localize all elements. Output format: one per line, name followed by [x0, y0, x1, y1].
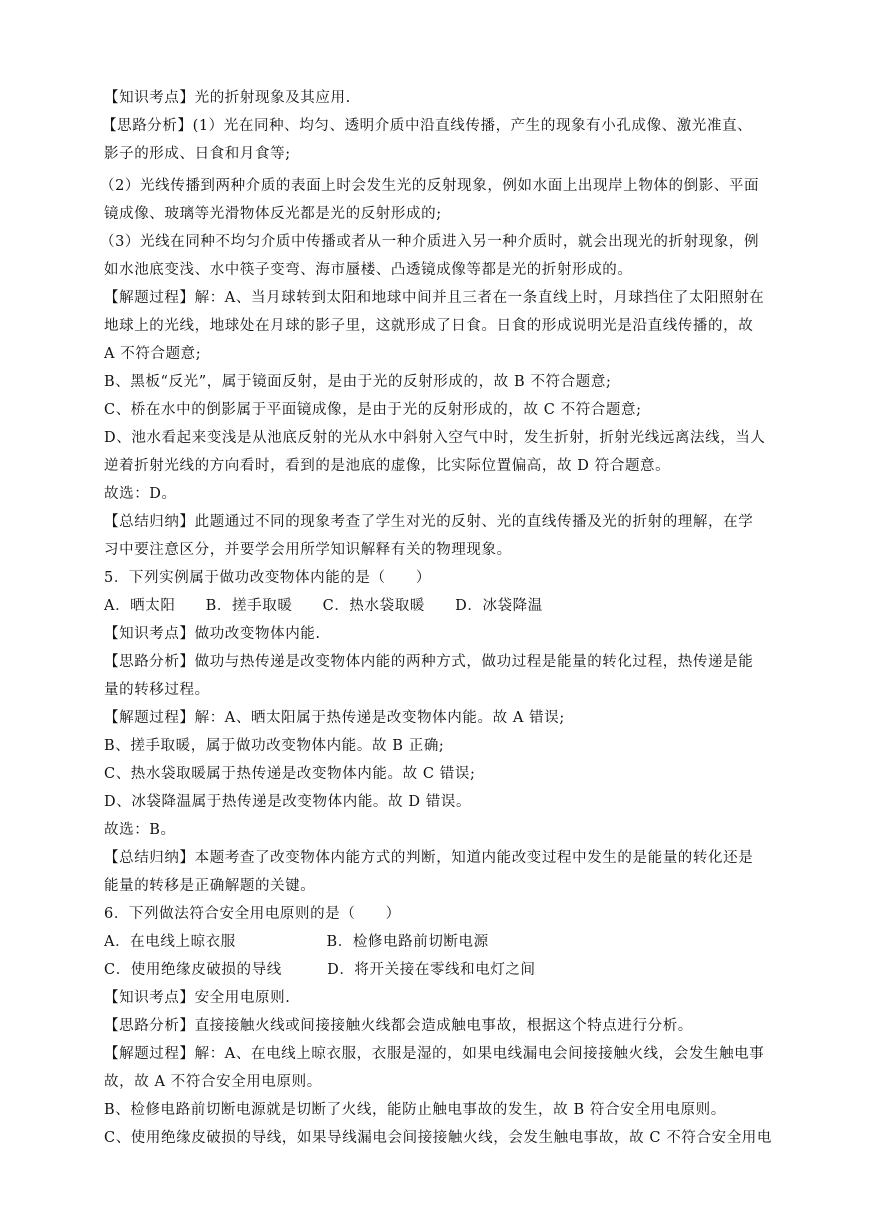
text-line: 【知识考点】安全用电原则. [104, 990, 291, 1006]
text-line: 能量的转移是正确解题的关键。 [104, 878, 316, 894]
text-line: 【思路分析】直接接触火线或间接接触火线都会造成触电事故，根据这个特点进行分析。 [104, 1018, 693, 1034]
question-6-stem: 6．下列做法符合安全用电原则的是（ ） [104, 906, 401, 922]
text-line: A 不符合题意; [104, 346, 202, 362]
text-line: 故，故 A 不符合安全用电原则。 [104, 1074, 322, 1090]
text-line: （3）光线在同种不均匀介质中传播或者从一种介质进入另一种介质时，就会出现光的折射现象，例 [100, 234, 760, 250]
text-line: 影子的形成、日食和月食等; [104, 146, 291, 162]
text-line: B、黑板“反光”，属于镜面反射，是由于光的反射形成的，故 B 不符合题意; [104, 374, 612, 390]
text-line: 故选：B。 [104, 822, 176, 838]
text-line: D、冰袋降温属于热传递是改变物体内能。故 D 错误。 [104, 794, 472, 810]
text-line: 【解题过程】解：A、晒太阳属于热传递是改变物体内能。故 A 错误; [104, 710, 565, 726]
text-line: B、搓手取暖，属于做功改变物体内能。故 B 正确; [104, 738, 445, 754]
text-line: 【解题过程】解：A、在电线上晾衣服，衣服是湿的，如果电线漏电会间接接触火线，会发生触电事 [104, 1046, 765, 1062]
text-line: D、池水看起来变浅是从池底反射的光从水中斜射入空气中时，发生折射，折射光线远离法线，当人 [104, 430, 766, 446]
question-6-options-ab: A．在电线上晾衣服 B．检修电路前切断电源 [104, 934, 489, 950]
text-line: 地球上的光线，地球处在月球的影子里，这就形成了日食。日食的形成说明光是沿直线传播的，故 [104, 318, 754, 334]
question-5-stem: 5．下列实例属于做功改变物体内能的是（ ） [104, 570, 431, 586]
question-6-options-cd: C．使用绝缘皮破损的导线 D．将开关接在零线和电灯之间 [104, 962, 536, 978]
text-line: 量的转移过程。 [104, 682, 210, 698]
text-line: C、热水袋取暖属于热传递是改变物体内能。故 C 错误; [104, 766, 476, 782]
text-line: 镜成像、玻璃等光滑物体反光都是光的反射形成的; [104, 206, 442, 222]
text-line: 如水池底变浅、水中筷子变弯、海市蜃楼、凸透镜成像等都是光的折射形成的。 [104, 262, 633, 278]
text-line: 故选：D。 [104, 486, 177, 502]
text-line: （2）光线传播到两种介质的表面上时会发生光的反射现象，例如水面上出现岸上物体的倒影、平面 [100, 178, 760, 194]
text-line: 【思路分析】(1）光在同种、均匀、透明介质中沿直线传播，产生的现象有小孔成像、激光准直、 [102, 118, 753, 134]
question-5-options: A．晒太阳 B．搓手取暖 C．热水袋取暖 D．冰袋降温 [104, 598, 543, 614]
text-line: 【解题过程】解：A、当月球转到太阳和地球中间并且三者在一条直线上时，月球挡住了太阳照射在 [104, 290, 765, 306]
text-line: 逆着折射光线的方向看时，看到的是池底的虚像，比实际位置偏高，故 D 符合题意。 [104, 458, 671, 474]
text-line: 【思路分析】做功与热传递是改变物体内能的两种方式，做功过程是能量的转化过程，热传递是能 [104, 654, 754, 670]
text-line: 【知识考点】光的折射现象及其应用. [104, 90, 351, 106]
text-line: 【知识考点】做功改变物体内能. [104, 626, 321, 642]
text-line: C、桥在水中的倒影属于平面镜成像，是由于光的反射形成的，故 C 不符合题意; [104, 402, 642, 418]
text-line: 习中要注意区分，并要学会用所学知识解释有关的物理现象。 [104, 542, 512, 558]
text-line: C、使用绝缘皮破损的导线，如果导线漏电会间接接触火线，会发生触电事故，故 C 不符合安全用电 [104, 1130, 773, 1146]
text-line: 【总结归纳】此题通过不同的现象考查了学生对光的反射、光的直线传播及光的折射的理解，在学 [104, 514, 754, 530]
text-line: B、检修电路前切断电源就是切断了火线，能防止触电事故的发生，故 B 符合安全用电原则。 [104, 1102, 726, 1118]
text-line: 【总结归纳】本题考查了改变物体内能方式的判断，知道内能改变过程中发生的是能量的转化还是 [104, 850, 754, 866]
